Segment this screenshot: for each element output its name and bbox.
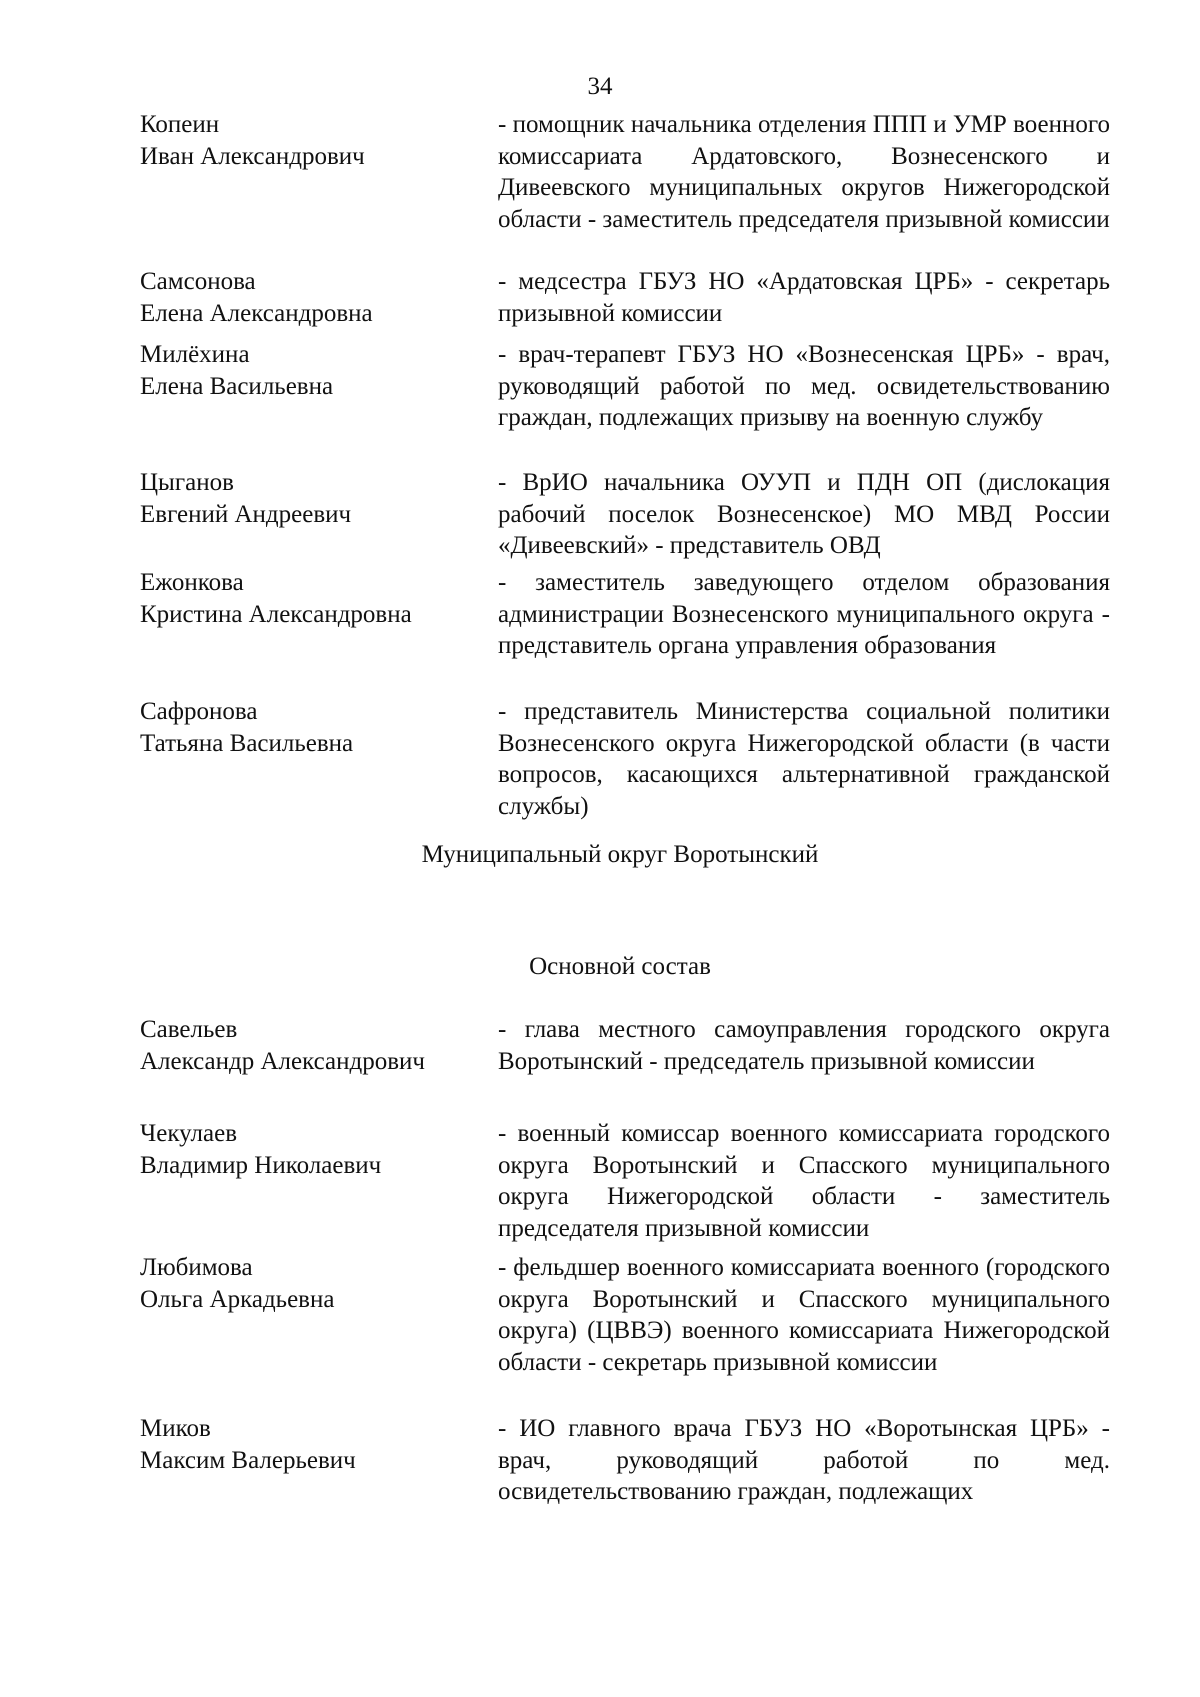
member-role: - медсестра ГБУЗ НО «Ардатовская ЦРБ» - секретарь призывной комиссии (498, 268, 1110, 327)
subsection-title: Основной состав (529, 953, 711, 980)
member-entry (140, 1413, 1110, 1508)
member-surname: Чекулаев (140, 1120, 238, 1147)
member-surname: Миков (140, 1415, 211, 1442)
member-given-names: Владимир Николаевич (140, 1151, 382, 1179)
member-entry (140, 266, 1110, 329)
member-given-names: Александр Александрович (140, 1047, 425, 1075)
member-name (140, 339, 498, 434)
member-role: - представитель Министерства социальной политики Вознесенского округа Нижегородской области (в части вопросов, касающихся альтернативной гражданской службы) (498, 698, 1110, 820)
member-given-names: Максим Валерьевич (140, 1446, 356, 1474)
member-surname: Цыганов (140, 469, 234, 496)
member-entry (140, 1252, 1110, 1378)
member-given-names: Ольга Аркадьевна (140, 1285, 335, 1313)
member-surname: Копеин (140, 111, 220, 138)
member-role: - глава местного самоуправления городского округа Воротынский - председатель призывной комиссии (498, 1016, 1110, 1075)
member-given-names: Иван Александрович (140, 142, 365, 170)
member-given-names: Кристина Александровна (140, 600, 412, 628)
member-surname: Самсонова (140, 268, 256, 295)
member-name (140, 1413, 498, 1508)
member-given-names: Елена Васильевна (140, 372, 334, 400)
member-entry (140, 696, 1110, 822)
member-name (140, 109, 498, 235)
member-entry (140, 339, 1110, 434)
member-role: - военный комиссар военного комиссариата городского округа Воротынский и Спасского муниципального округа Нижегородской области - заместитель председателя призывной комиссии (498, 1120, 1110, 1242)
member-entry (140, 567, 1110, 662)
member-surname: Любимова (140, 1254, 253, 1281)
member-role: - заместитель заведующего отделом образования администрации Вознесенского муниципального округа - представитель органа управления образования (498, 569, 1110, 659)
member-given-names: Татьяна Васильевна (140, 729, 354, 757)
member-name (140, 1014, 498, 1077)
member-surname: Милёхина (140, 341, 250, 368)
member-role: - помощник начальника отделения ППП и УМР военного комиссариата Ардатовского, Вознесенского и Дивеевского муниципальных округов Нижегородской области - заместитель председателя призывной комиссии (498, 111, 1110, 233)
member-entry (140, 467, 1110, 562)
member-name (140, 467, 498, 562)
member-given-names: Елена Александровна (140, 299, 373, 327)
member-name (140, 696, 498, 822)
member-name (140, 567, 498, 662)
member-role: - фельдшер военного комиссариата военного (городского округа Воротынский и Спасского муниципального округа) (ЦВВЭ) военного комиссариата Нижегородской области - секретарь призывной комиссии (498, 1254, 1110, 1376)
member-name (140, 1252, 498, 1378)
member-name (140, 266, 498, 329)
page-number: 34 (587, 73, 613, 100)
member-name (140, 1118, 498, 1244)
member-entry (140, 1118, 1110, 1244)
section-title: Муниципальный округ Воротынский (421, 841, 819, 868)
member-surname: Сафронова (140, 698, 258, 725)
member-entry (140, 109, 1110, 235)
member-surname: Савельев (140, 1016, 238, 1043)
member-entry (140, 1014, 1110, 1077)
member-role: - ИО главного врача ГБУЗ НО «Воротынская ЦРБ» - врач, руководящий работой по мед. освидетельствованию граждан, подлежащих (498, 1415, 1110, 1505)
member-role: - ВрИО начальника ОУУП и ПДН ОП (дислокация рабочий поселок Вознесенское) МО МВД России «Дивеевский» - представитель ОВД (498, 469, 1110, 559)
member-surname: Ежонкова (140, 569, 244, 596)
member-given-names: Евгений Андреевич (140, 500, 352, 528)
member-role: - врач-терапевт ГБУЗ НО «Вознесенская ЦРБ» - врач, руководящий работой по мед. освидетельствованию граждан, подлежащих призыву на военную службу (498, 341, 1110, 431)
